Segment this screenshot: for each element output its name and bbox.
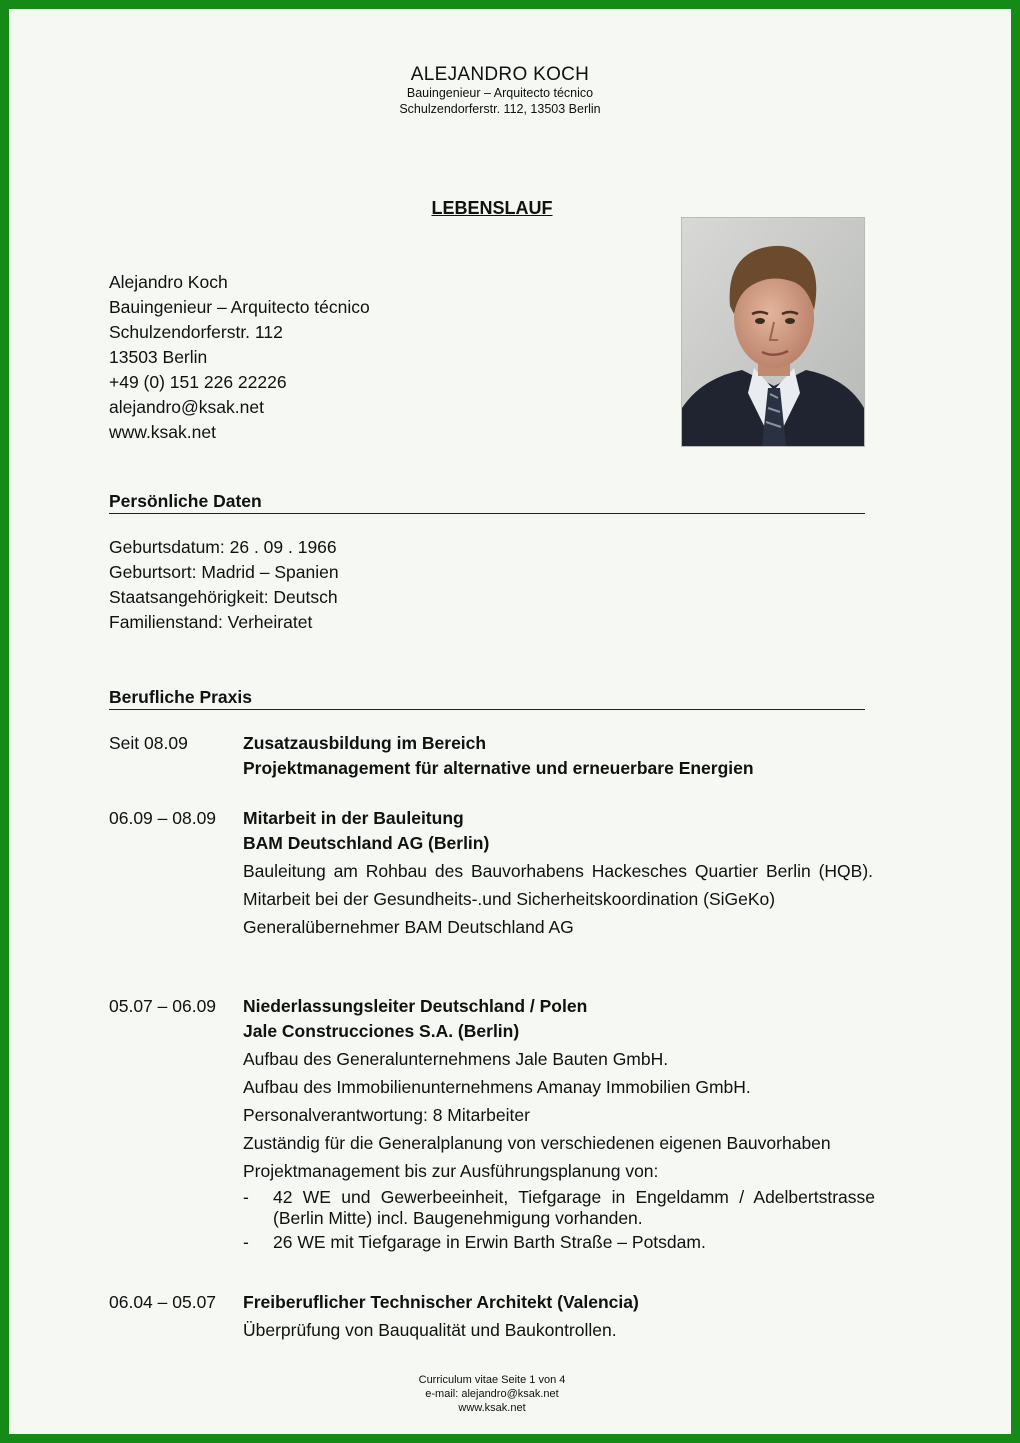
- experience-entry: [243, 806, 875, 940]
- entry-detail: Bauleitung am Rohbau des Bauvorhabens Hackesches Quartier Berlin (HQB).: [243, 861, 874, 881]
- contact-city: 13503 Berlin: [109, 347, 208, 367]
- contact-street: Schulzendorferstr. 112: [109, 322, 283, 342]
- experience-entry: [243, 994, 875, 1253]
- footer-page-number: Curriculum vitae Seite 1 von 4: [418, 1374, 566, 1386]
- contact-name: Alejandro Koch: [109, 272, 228, 292]
- entry-detail: Generalübernehmer BAM Deutschland AG: [243, 917, 574, 937]
- entry-title: Mitarbeit in der Bauleitung: [243, 808, 464, 828]
- bullet-item: [243, 1187, 875, 1229]
- personal-data-list: [109, 535, 339, 635]
- footer-email[interactable]: e-mail: alejandro@ksak.net: [425, 1388, 559, 1400]
- personal-birthplace: Geburtsort: Madrid – Spanien: [109, 562, 339, 582]
- header-profession: Bauingenieur – Arquitecto técnico: [406, 86, 594, 100]
- entry-company: BAM Deutschland AG (Berlin): [243, 833, 490, 853]
- entry-company: Jale Construcciones S.A. (Berlin): [243, 1021, 520, 1041]
- entry-title: Freiberuflicher Technischer Architekt (Valencia): [243, 1292, 639, 1312]
- entry-detail: Aufbau des Generalunternehmens Jale Bauten GmbH.: [243, 1049, 669, 1069]
- entry-detail: Mitarbeit bei der Gesundheits-.und Sicherheitskoordination (SiGeKo): [243, 889, 776, 909]
- personal-birthdate: Geburtsdatum: 26 . 09 . 1966: [109, 537, 337, 557]
- contact-email[interactable]: alejandro@ksak.net: [109, 397, 264, 417]
- entry-date: Seit 08.09: [109, 733, 188, 753]
- header-address: Schulzendorferstr. 112, 13503 Berlin: [399, 102, 601, 116]
- contact-website[interactable]: www.ksak.net: [109, 422, 216, 442]
- entry-subtitle: Projektmanagement für alternative und erneuerbare Energien: [243, 758, 754, 778]
- entry-title: Niederlassungsleiter Deutschland / Polen: [243, 996, 588, 1016]
- section-personal-heading: Persönliche Daten: [109, 490, 865, 514]
- bullet-marker: -: [243, 1232, 249, 1252]
- entry-detail: Personalverantwortung: 8 Mitarbeiter: [243, 1105, 530, 1125]
- entry-date: 06.09 – 08.09: [109, 808, 217, 828]
- page-footer: [9, 1373, 975, 1415]
- bullet-text: 42 WE und Gewerbeeinheit, Tiefgarage in Engeldamm / Adelbertstrasse (Berlin Mitte) incl. Baugenehmigung vorhanden.: [273, 1187, 875, 1228]
- entry-detail: Projektmanagement bis zur Ausführungsplanung von:: [243, 1161, 659, 1181]
- footer-website[interactable]: www.ksak.net: [458, 1402, 526, 1414]
- entry-date: 05.07 – 06.09: [109, 996, 217, 1016]
- portrait-photo: [681, 217, 865, 447]
- contact-profession: Bauingenieur – Arquitecto técnico: [109, 297, 370, 317]
- entry-detail: Überprüfung von Bauqualität und Baukontrollen.: [243, 1320, 617, 1340]
- header-name: ALEJANDRO KOCH: [410, 64, 590, 85]
- cv-page: [9, 9, 1011, 1434]
- personal-marital-status: Familienstand: Verheiratet: [109, 612, 313, 632]
- section-experience-heading: Berufliche Praxis: [109, 686, 865, 710]
- experience-entry: [243, 1290, 875, 1343]
- personal-nationality: Staatsangehörigkeit: Deutsch: [109, 587, 338, 607]
- portrait-illustration: [682, 218, 864, 446]
- entry-date: 06.04 – 05.07: [109, 1292, 217, 1312]
- experience-entry: [243, 731, 875, 781]
- bullet-text: 26 WE mit Tiefgarage in Erwin Barth Straße – Potsdam.: [273, 1232, 706, 1252]
- entry-detail: Aufbau des Immobilienunternehmens Amanay Immobilien GmbH.: [243, 1077, 751, 1097]
- contact-phone: +49 (0) 151 226 22226: [109, 372, 287, 392]
- entry-detail: Zuständig für die Generalplanung von verschiedenen eigenen Bauvorhaben: [243, 1133, 831, 1153]
- contact-block: [109, 270, 370, 445]
- page-title: LEBENSLAUF: [431, 198, 553, 218]
- bullet-item: [243, 1232, 875, 1253]
- bullet-marker: -: [243, 1187, 249, 1207]
- entry-title: Zusatzausbildung im Bereich: [243, 733, 487, 753]
